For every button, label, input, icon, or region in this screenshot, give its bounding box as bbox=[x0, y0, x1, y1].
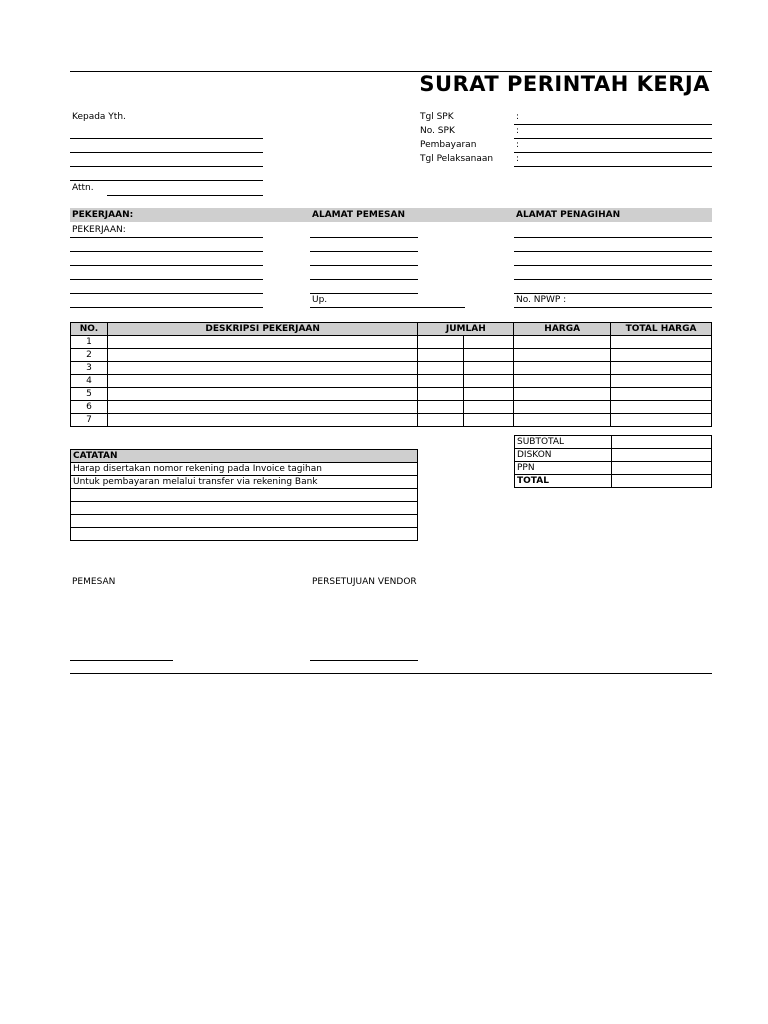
row-number: 1 bbox=[71, 336, 108, 349]
satuan-cell[interactable] bbox=[464, 401, 514, 414]
info-field-tgl-pelaksanaan[interactable] bbox=[514, 166, 712, 167]
total-harga-cell[interactable] bbox=[611, 414, 712, 427]
subtotal-label: SUBTOTAL bbox=[515, 436, 612, 449]
recipient-line-4[interactable] bbox=[70, 180, 263, 181]
alamat-pemesan-line[interactable] bbox=[310, 293, 418, 294]
harga-cell[interactable] bbox=[514, 401, 611, 414]
totals-table bbox=[514, 435, 712, 488]
attn-label: Attn. bbox=[72, 183, 94, 193]
items-table bbox=[70, 322, 712, 427]
deskripsi-cell[interactable] bbox=[107, 375, 417, 388]
alamat-pemesan-line[interactable] bbox=[310, 237, 418, 238]
section-header-bar bbox=[70, 208, 712, 222]
alamat-penagihan-line[interactable] bbox=[514, 251, 712, 252]
npwp-line[interactable] bbox=[514, 307, 712, 308]
pekerjaan-line[interactable] bbox=[70, 293, 263, 294]
row-number: 4 bbox=[71, 375, 108, 388]
total-harga-cell[interactable] bbox=[611, 375, 712, 388]
recipient-line-1[interactable] bbox=[70, 138, 263, 139]
pekerjaan-line[interactable] bbox=[70, 307, 263, 308]
info-sep: : bbox=[516, 112, 520, 122]
catatan-header-row bbox=[71, 450, 418, 463]
total-harga-cell[interactable] bbox=[611, 401, 712, 414]
catatan-line[interactable] bbox=[71, 528, 418, 541]
info-sep: : bbox=[516, 154, 520, 164]
catatan-line[interactable] bbox=[71, 502, 418, 515]
info-label-tgl-spk: Tgl SPK bbox=[420, 112, 454, 122]
table-row bbox=[71, 401, 712, 414]
catatan-row bbox=[71, 489, 418, 502]
catatan-line: Harap disertakan nomor rekening pada Invoice tagihan bbox=[71, 463, 418, 476]
catatan-row bbox=[71, 463, 418, 476]
info-field-pembayaran[interactable] bbox=[514, 152, 712, 153]
alamat-penagihan-line[interactable] bbox=[514, 237, 712, 238]
ppn-value[interactable] bbox=[611, 462, 711, 475]
info-field-no-spk[interactable] bbox=[514, 138, 712, 139]
alamat-pemesan-line[interactable] bbox=[310, 279, 418, 280]
attn-line[interactable] bbox=[107, 195, 263, 196]
catatan-row bbox=[71, 476, 418, 489]
row-number: 2 bbox=[71, 349, 108, 362]
ppn-label: PPN bbox=[515, 462, 612, 475]
row-number: 5 bbox=[71, 388, 108, 401]
table-row bbox=[71, 375, 712, 388]
jumlah-cell[interactable] bbox=[418, 336, 464, 349]
total-harga-cell[interactable] bbox=[611, 388, 712, 401]
satuan-cell[interactable] bbox=[464, 349, 514, 362]
total-harga-cell[interactable] bbox=[611, 336, 712, 349]
catatan-row bbox=[71, 515, 418, 528]
alamat-pemesan-line[interactable] bbox=[310, 251, 418, 252]
row-number: 3 bbox=[71, 362, 108, 375]
harga-cell[interactable] bbox=[514, 414, 611, 427]
alamat-penagihan-line[interactable] bbox=[514, 279, 712, 280]
total-label: TOTAL bbox=[515, 475, 612, 488]
document-title: SURAT PERINTAH KERJA bbox=[419, 72, 710, 96]
satuan-cell[interactable] bbox=[464, 336, 514, 349]
jumlah-cell[interactable] bbox=[418, 401, 464, 414]
subtotal-value[interactable] bbox=[611, 436, 711, 449]
recipient-line-3[interactable] bbox=[70, 166, 263, 167]
info-label-tgl-pelaksanaan: Tgl Pelaksanaan bbox=[420, 154, 494, 164]
info-sep: : bbox=[516, 126, 520, 136]
catatan-row bbox=[71, 502, 418, 515]
table-header-row bbox=[71, 323, 712, 336]
totals-row bbox=[515, 462, 712, 475]
diskon-value[interactable] bbox=[611, 449, 711, 462]
satuan-cell[interactable] bbox=[464, 388, 514, 401]
totals-row bbox=[515, 449, 712, 462]
jumlah-cell[interactable] bbox=[418, 388, 464, 401]
harga-cell[interactable] bbox=[514, 362, 611, 375]
satuan-cell[interactable] bbox=[464, 362, 514, 375]
deskripsi-cell[interactable] bbox=[107, 388, 417, 401]
alamat-pemesan-line[interactable] bbox=[310, 265, 418, 266]
bottom-rule bbox=[70, 673, 712, 674]
col-header-no: NO. bbox=[71, 323, 108, 336]
satuan-cell[interactable] bbox=[464, 414, 514, 427]
info-sep: : bbox=[516, 140, 520, 150]
table-row bbox=[71, 414, 712, 427]
row-number: 7 bbox=[71, 414, 108, 427]
harga-cell[interactable] bbox=[514, 375, 611, 388]
col-header-jumlah: JUMLAH bbox=[418, 323, 514, 336]
pemesan-signature-line[interactable] bbox=[70, 660, 173, 661]
catatan-line[interactable] bbox=[71, 489, 418, 502]
total-harga-cell[interactable] bbox=[611, 362, 712, 375]
col-header-deskripsi: DESKRIPSI PEKERJAAN bbox=[107, 323, 417, 336]
up-label: Up. bbox=[312, 295, 328, 305]
jumlah-cell[interactable] bbox=[418, 362, 464, 375]
deskripsi-cell[interactable] bbox=[107, 362, 417, 375]
deskripsi-cell[interactable] bbox=[107, 336, 417, 349]
info-field-tgl-spk[interactable] bbox=[514, 124, 712, 125]
header-pekerjaan: PEKERJAAN: bbox=[72, 210, 134, 220]
deskripsi-cell[interactable] bbox=[107, 401, 417, 414]
pemesan-label: PEMESAN bbox=[72, 577, 116, 587]
col-header-total-harga: TOTAL HARGA bbox=[611, 323, 712, 336]
total-harga-cell[interactable] bbox=[611, 349, 712, 362]
header-alamat-pemesan: ALAMAT PEMESAN bbox=[312, 210, 405, 220]
pekerjaan-line[interactable] bbox=[70, 237, 263, 238]
npwp-label: No. NPWP : bbox=[516, 295, 567, 305]
alamat-penagihan-line[interactable] bbox=[514, 293, 712, 294]
table-row bbox=[71, 388, 712, 401]
alamat-penagihan-line[interactable] bbox=[514, 265, 712, 266]
deskripsi-cell[interactable] bbox=[107, 414, 417, 427]
jumlah-cell[interactable] bbox=[418, 375, 464, 388]
pekerjaan-line[interactable] bbox=[70, 251, 263, 252]
pekerjaan-line[interactable] bbox=[70, 265, 263, 266]
pekerjaan-label: PEKERJAAN: bbox=[72, 225, 126, 235]
catatan-line[interactable] bbox=[71, 515, 418, 528]
table-row bbox=[71, 349, 712, 362]
recipient-line-2[interactable] bbox=[70, 152, 263, 153]
table-row bbox=[71, 362, 712, 375]
persetujuan-vendor-label: PERSETUJUAN VENDOR bbox=[312, 577, 417, 587]
totals-row bbox=[515, 475, 712, 488]
harga-cell[interactable] bbox=[514, 349, 611, 362]
satuan-cell[interactable] bbox=[464, 375, 514, 388]
harga-cell[interactable] bbox=[514, 336, 611, 349]
kepada-label: Kepada Yth. bbox=[72, 112, 126, 122]
deskripsi-cell[interactable] bbox=[107, 349, 417, 362]
diskon-label: DISKON bbox=[515, 449, 612, 462]
catatan-header: CATATAN bbox=[71, 450, 418, 463]
catatan-line: Untuk pembayaran melalui transfer via rekening Bank bbox=[71, 476, 418, 489]
pekerjaan-line[interactable] bbox=[70, 279, 263, 280]
jumlah-cell[interactable] bbox=[418, 349, 464, 362]
header-alamat-penagihan: ALAMAT PENAGIHAN bbox=[516, 210, 621, 220]
harga-cell[interactable] bbox=[514, 388, 611, 401]
info-label-no-spk: No. SPK bbox=[420, 126, 455, 136]
info-label-pembayaran: Pembayaran bbox=[420, 140, 477, 150]
up-line[interactable] bbox=[310, 307, 465, 308]
col-header-harga: HARGA bbox=[514, 323, 611, 336]
row-number: 6 bbox=[71, 401, 108, 414]
table-row bbox=[71, 336, 712, 349]
totals-row bbox=[515, 436, 712, 449]
catatan-table bbox=[70, 449, 418, 541]
total-value[interactable] bbox=[611, 475, 711, 488]
catatan-row bbox=[71, 528, 418, 541]
vendor-signature-line[interactable] bbox=[310, 660, 418, 661]
jumlah-cell[interactable] bbox=[418, 414, 464, 427]
